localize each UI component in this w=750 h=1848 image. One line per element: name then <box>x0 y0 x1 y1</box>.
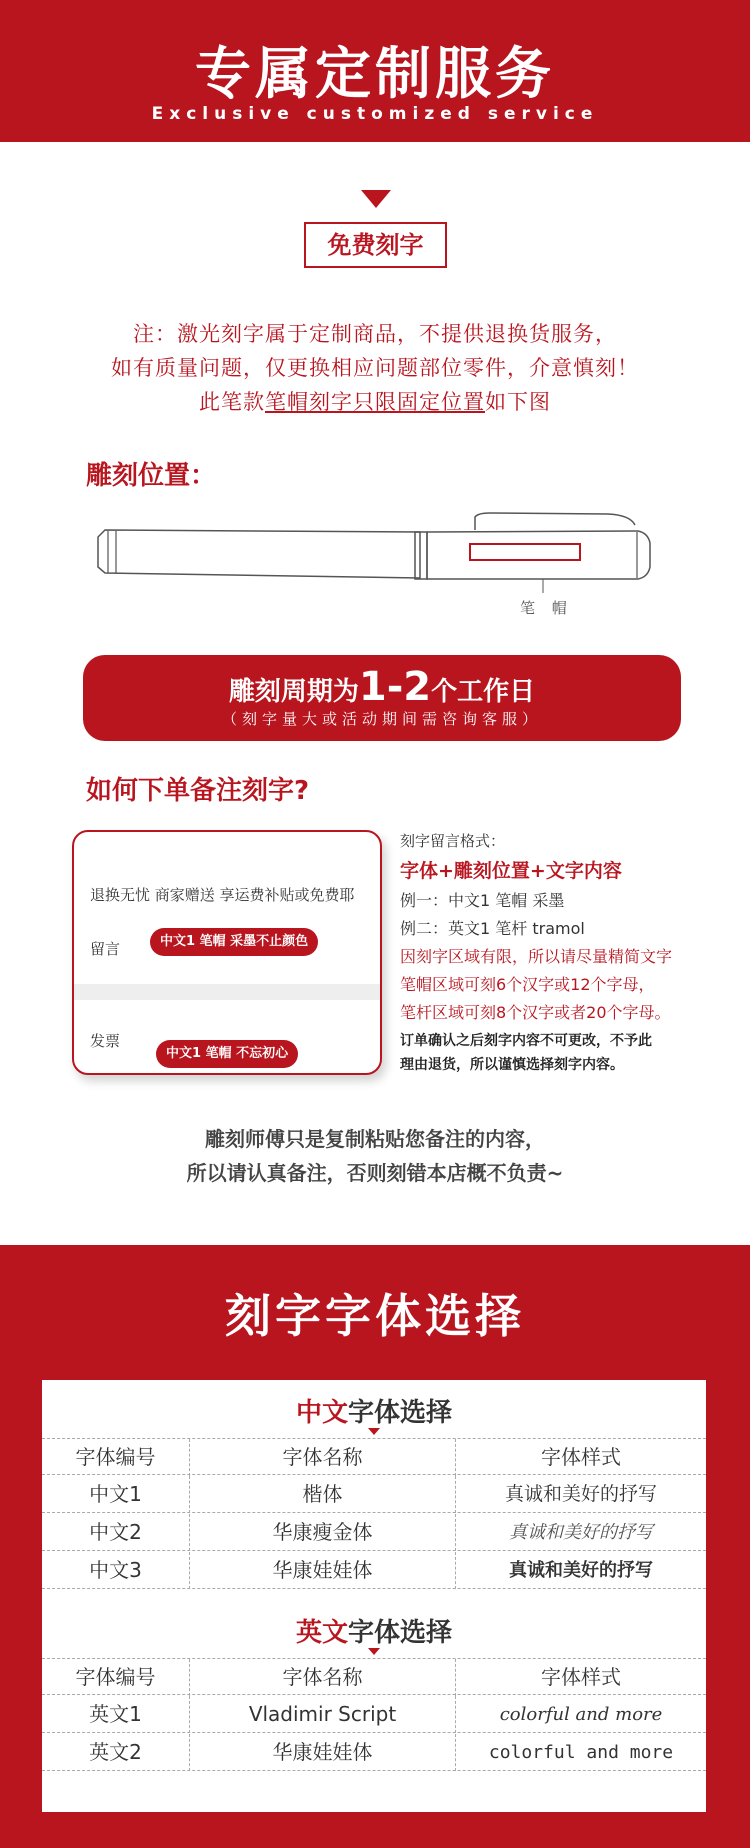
note-line-2: 如有质量问题，仅更换相应问题部位零件，介意慎刻！ <box>111 356 639 380</box>
header-name: 字体名称 <box>190 1659 456 1696</box>
position-title: 雕刻位置： <box>86 461 217 491</box>
font-name: 华康娃娃体 <box>190 1552 456 1589</box>
header-name: 字体名称 <box>190 1439 456 1476</box>
font-code: 中文3 <box>42 1552 190 1589</box>
font-sample: colorful and more <box>488 1742 674 1763</box>
example-2: 例二：英文1 笔杆 tramol <box>400 919 585 938</box>
table-row <box>42 1696 706 1733</box>
down-triangle-icon <box>361 190 391 208</box>
cap-label: 笔 帽 <box>520 599 573 617</box>
remark-pill: 中文1 笔帽 采墨不止颜色 <box>150 928 318 956</box>
font-sample: 真诚和美好的抒写 <box>509 1522 653 1543</box>
font-name: 华康瘦金体 <box>190 1514 456 1551</box>
font-code: 英文2 <box>42 1734 190 1771</box>
remark-label: 留言 <box>90 940 121 958</box>
free-engraving-label: 免费刻字 <box>304 222 447 268</box>
cycle-text: 雕刻周期为1-2个工作日 <box>228 664 536 710</box>
chinese-title-arrow-icon <box>368 1428 380 1435</box>
limit-line-2: 笔帽区域可刻6个汉字或12个字母， <box>400 975 655 994</box>
chinese-table-header <box>42 1438 706 1475</box>
header-sample: 字体样式 <box>541 1665 621 1689</box>
font-table-panel <box>42 1380 706 1812</box>
header-sample: 字体样式 <box>541 1445 621 1469</box>
invoice-label: 发票 <box>90 1032 121 1050</box>
card-divider <box>74 984 382 1000</box>
table-row <box>42 1552 706 1589</box>
order-example-card <box>72 830 382 1075</box>
page-title: 专属定制服务 <box>195 42 555 107</box>
engrave-area-marker <box>470 544 580 560</box>
font-sample: 真诚和美好的抒写 <box>504 1483 657 1505</box>
font-code: 英文1 <box>42 1696 190 1733</box>
chinese-font-title: 中文字体选择 <box>295 1398 453 1428</box>
font-sample: colorful and more <box>499 1704 663 1725</box>
table-row <box>42 1734 706 1771</box>
page-subtitle: Exclusive customized service <box>151 104 599 124</box>
invoice-pill: 中文1 笔帽 不忘初心 <box>156 1040 298 1068</box>
format-title: 刻字留言格式： <box>400 832 506 850</box>
header-code: 字体编号 <box>42 1659 190 1696</box>
font-section-title: 刻字字体选择 <box>225 1289 525 1343</box>
font-name: 华康娃娃体 <box>190 1734 456 1771</box>
footnote-line-2: 所以请认真备注，否则刻错本店概不负责~ <box>186 1161 564 1185</box>
note-line-3: 此笔款笔帽刻字只限固定位置如下图 <box>199 390 551 414</box>
english-table-header <box>42 1658 706 1695</box>
limit-line-3: 笔杆区域可刻8个汉字或者20个字母。 <box>400 1003 671 1022</box>
services-line: 退换无忧 商家赠送 享运费补贴或免费耶 <box>90 886 355 904</box>
note-line-1: 注：激光刻字属于定制商品，不提供退换货服务， <box>133 322 617 346</box>
order-title: 如何下单备注刻字? <box>86 776 310 806</box>
pen-diagram <box>90 505 660 605</box>
font-code: 中文2 <box>42 1514 190 1551</box>
table-row <box>42 1514 706 1551</box>
table-row <box>42 1476 706 1513</box>
footnote-line-1: 雕刻师傅只是复制粘贴您备注的内容， <box>205 1127 545 1151</box>
example-1: 例一：中文1 笔帽 采墨 <box>400 891 565 910</box>
warning-line-2: 理由退货，所以谨慎选择刻字内容。 <box>400 1057 624 1073</box>
font-name: 楷体 <box>190 1476 456 1513</box>
font-name: Vladimir Script <box>190 1696 456 1733</box>
limit-line-1: 因刻字区域有限，所以请尽量精简文字 <box>400 947 673 966</box>
font-code: 中文1 <box>42 1476 190 1513</box>
english-font-title: 英文字体选择 <box>295 1618 453 1648</box>
header-code: 字体编号 <box>42 1439 190 1476</box>
font-sample: 真诚和美好的抒写 <box>509 1560 653 1581</box>
format-rule: 字体+雕刻位置+文字内容 <box>400 860 622 882</box>
cycle-note: （刻字量大或活动期间需咨询客服） <box>221 710 542 728</box>
english-title-arrow-icon <box>368 1648 380 1655</box>
warning-line-1: 订单确认之后刻字内容不可更改，不予此 <box>400 1033 652 1049</box>
